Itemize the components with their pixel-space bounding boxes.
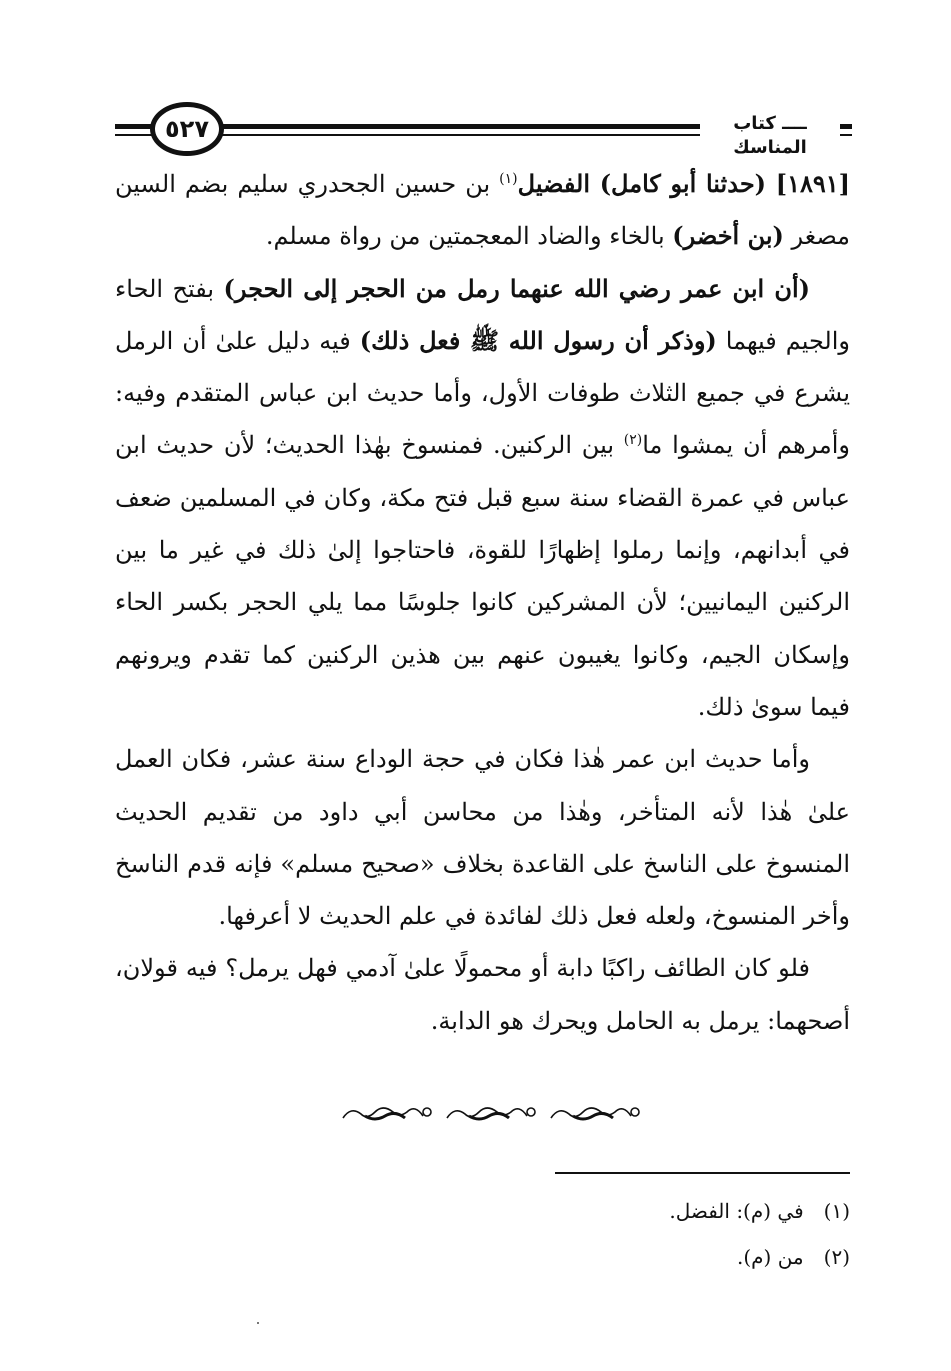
scan-speck — [257, 1322, 259, 1324]
p2-quote-a: (أن ابن عمر رضي الله عنهما رمل من الحجر إلى الحجر) — [223, 273, 810, 303]
ornament-motif-left — [343, 1108, 431, 1119]
footnote-2-number: (٢) — [823, 1245, 850, 1269]
footnote-1-number: (١) — [823, 1199, 850, 1223]
p1-quoted-name: (بن أخضر) — [672, 221, 784, 251]
page-number: ٥٢٧ — [150, 102, 224, 156]
p2-text-b: فيه دليل علىٰ أن الرمل يشرع في جميع الثلاث طوفات الأول، وأما حديث ابن عباس المتقدم وفيه: وأمرهم أن يمشوا ما — [115, 326, 851, 460]
footnote-1 — [500, 1188, 850, 1234]
running-title: ــــ كتاب المناسك — [700, 112, 840, 160]
paragraph-3: وأما حديث ابن عمر هٰذا فكان في حجة الوداع سنة عشر، فكان العمل علىٰ هٰذا لأنه المتأخر، وهٰذا من محاسن أبي داود من تقديم الحديث المنسوخ على الناسخ على القاعدة بخلاف «صحيح مسلم» فإنه قدم الناسخ وأخر المنسوخ، ولعله فعل ذلك لفائدة في علم الحديث لا أعرفها. — [115, 745, 850, 931]
main-text — [115, 158, 850, 1047]
paragraph-1 — [115, 158, 850, 263]
ornament-motif-center — [447, 1108, 535, 1119]
p1-text-a: بن حسين الجحدري سليم بضم السين مصغر — [115, 170, 850, 251]
hadith-number-and-narrator: [١٨٩١] (حدثنا أبو كامل) الفضيل — [517, 169, 850, 198]
footnote-1-text: في (م): الفضل. — [669, 1199, 804, 1223]
footnote-marker-2: (٢) — [623, 432, 643, 449]
p1-text-b: بالخاء والضاد المعجمتين من رواة مسلم. — [265, 222, 673, 251]
footnotes — [500, 1188, 850, 1280]
p2-text-c: بين الركنين. فمنسوخ بهٰذا الحديث؛ لأن حديث ابن عباس في عمرة القضاء سنة سبع قبل فتح مكة، وكان في المسلمين ضعف في أبدانهم، وإنما رملوا إظهارًا للقوة، فاحتاجوا إلىٰ ذلك في غير ما بين الركنين اليمانيين؛ لأن المشركين كانوا جلوسًا مما يلي الحجر بكسر الحاء وإسكان الجيم، وكانوا يغيبون عنهم بين هذين الركنين كما تقدم ويرونهم فيما سوىٰ ذلك. — [115, 431, 850, 721]
paragraph-4: فلو كان الطائف راكبًا دابة أو محمولًا علىٰ آدمي فهل يرمل؟ فيه قولان، أصحهما: يرمل به الحامل ويحرك هو الدابة. — [115, 954, 850, 1035]
footnote-marker-1: (١) — [499, 171, 518, 187]
section-divider-ornament — [335, 1098, 645, 1132]
p2-text-a: بفتح الحاء والجيم فيهما — [115, 274, 850, 355]
footnote-separator — [555, 1172, 850, 1174]
footnote-2 — [500, 1234, 850, 1280]
paragraph-2 — [115, 263, 850, 734]
footnote-2-text: من (م). — [737, 1245, 804, 1269]
ornament-motif-right — [551, 1108, 639, 1119]
p2-quote-b: (وذكر أن رسول الله ﷺ فعل ذلك) — [359, 325, 717, 355]
